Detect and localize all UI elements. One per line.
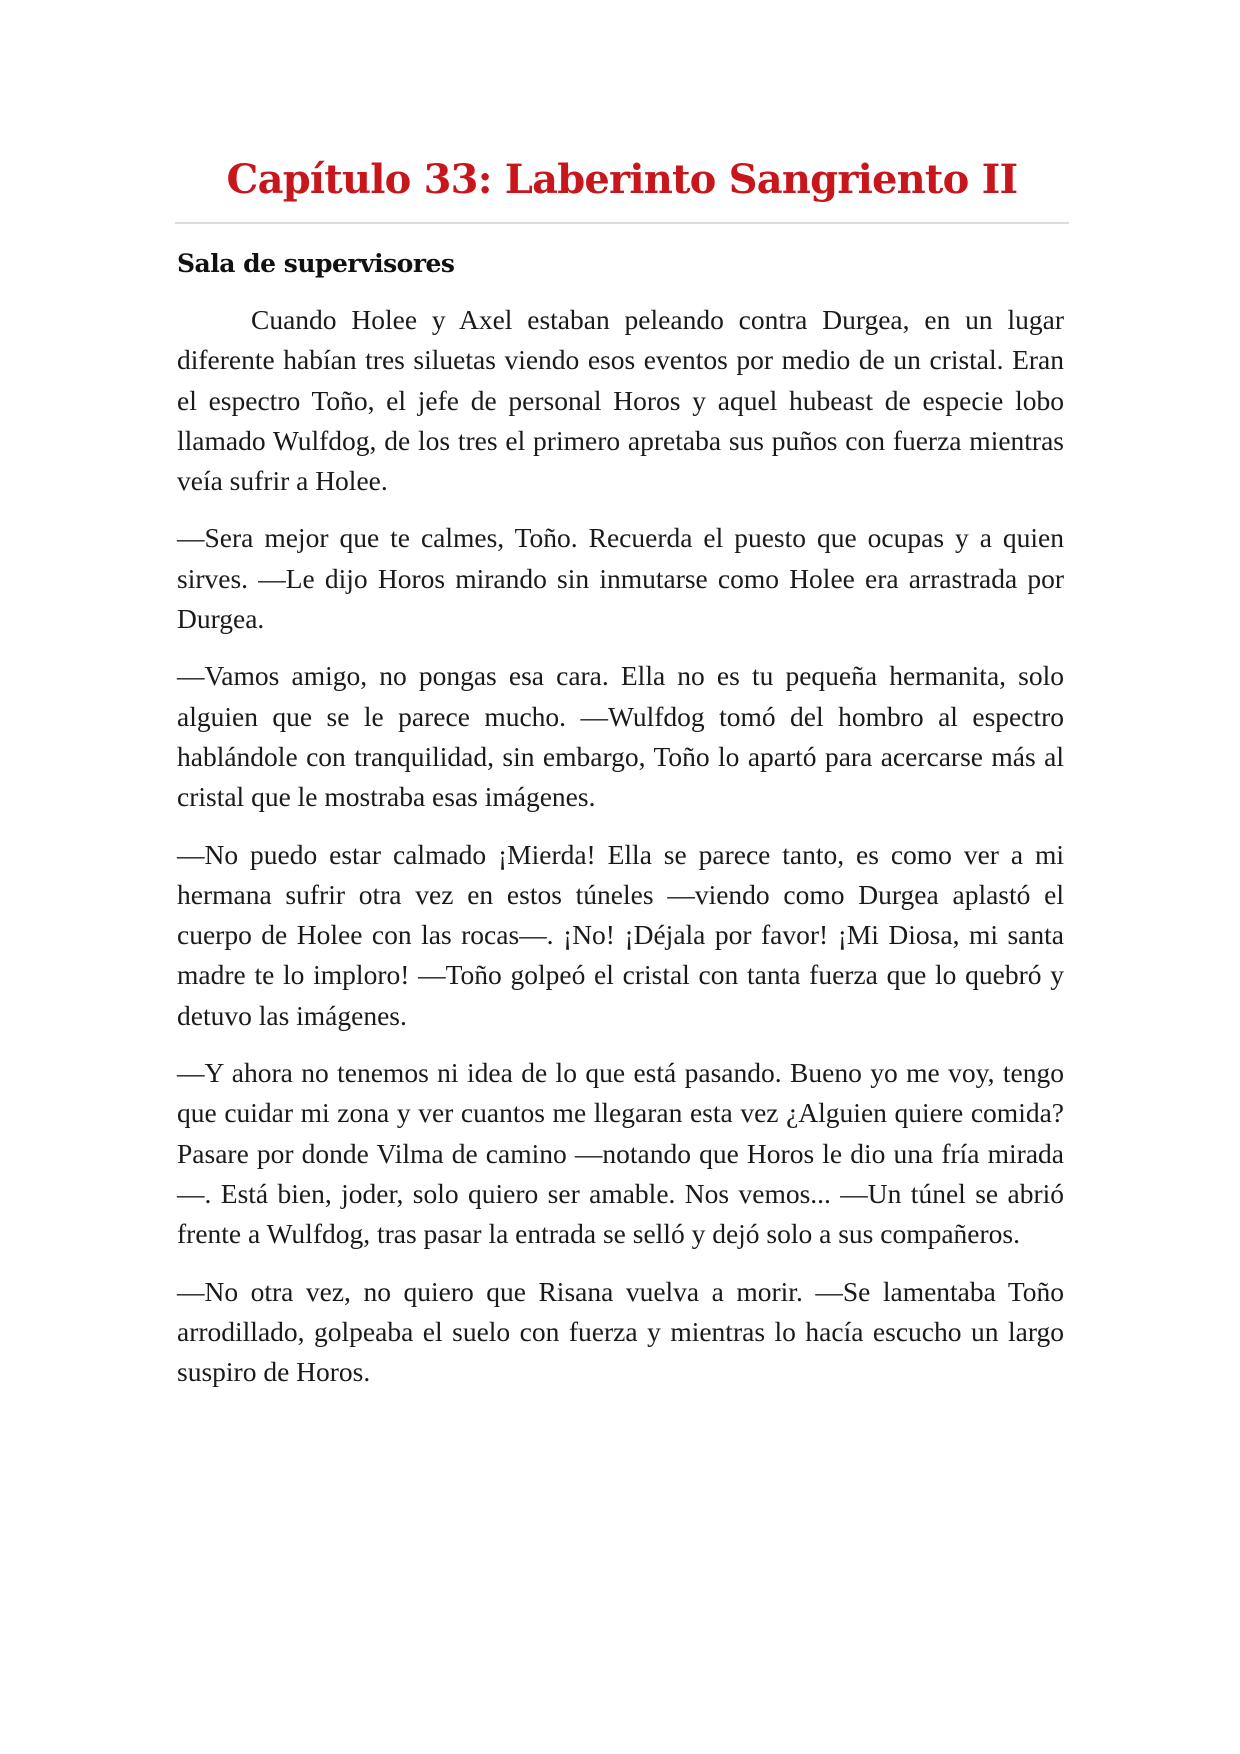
body-text bbox=[177, 300, 1064, 1409]
paragraph: —Y ahora no tenemos ni idea de lo que está pasando. Bueno yo me voy, tengo que cuidar mi zona y ver cuantos me llegaran esta vez ¿Alguien quiere comida? Pasare por donde Vilma de camino —notando que Horos le dio una fría mirada—. Está bien, joder, solo quiero ser amable. Nos vemos... —Un túnel se abrió frente a Wulfdog, tras pasar la entrada se selló y dejó solo a sus compañeros. bbox=[177, 1057, 1064, 1250]
paragraph: —No otra vez, no quiero que Risana vuelva a morir. —Se lamentaba Toño arrodillado, golpeaba el suelo con fuerza y mientras lo hacía escucho un largo suspiro de Horos. bbox=[177, 1275, 1064, 1388]
paragraph: —Sera mejor que te calmes, Toño. Recuerda el puesto que ocupas y a quien sirves. —Le dijo Horos mirando sin inmutarse como Holee era arrastrada por Durgea. bbox=[177, 522, 1064, 635]
paragraph: —No puedo estar calmado ¡Mierda! Ella se parece tanto, es como ver a mi hermana sufrir otra vez en estos túneles —viendo como Durgea aplastó el cuerpo de Holee con las rocas—. ¡No! ¡Déjala por favor! ¡Mi Diosa, mi santa madre te lo imploro! —Toño golpeó el cristal con tanta fuerza que lo quebró y detuvo las imágenes. bbox=[177, 838, 1064, 1031]
section-heading: Sala de supervisores bbox=[177, 249, 455, 278]
paragraph: Cuando Holee y Axel estaban peleando contra Durgea, en un lugar diferente habían tres siluetas viendo esos eventos por medio de un cristal. Eran el espectro Toño, el jefe de personal Horos y aquel hubeast de especie lobo llamado Wulfdog, de los tres el primero apretaba sus puños con fuerza mientras veía sufrir a Holee. bbox=[177, 304, 1064, 497]
title-divider bbox=[175, 222, 1069, 224]
paragraph: —Vamos amigo, no pongas esa cara. Ella no es tu pequeña hermanita, solo alguien que se le parece mucho. —Wulfdog tomó del hombro al espectro hablándole con tranquilidad, sin embargo, Toño lo apartó para acercarse más al cristal que le mostraba esas imágenes. bbox=[177, 660, 1064, 813]
chapter-title: Capítulo 33: Laberinto Sangriento II bbox=[226, 156, 1018, 203]
